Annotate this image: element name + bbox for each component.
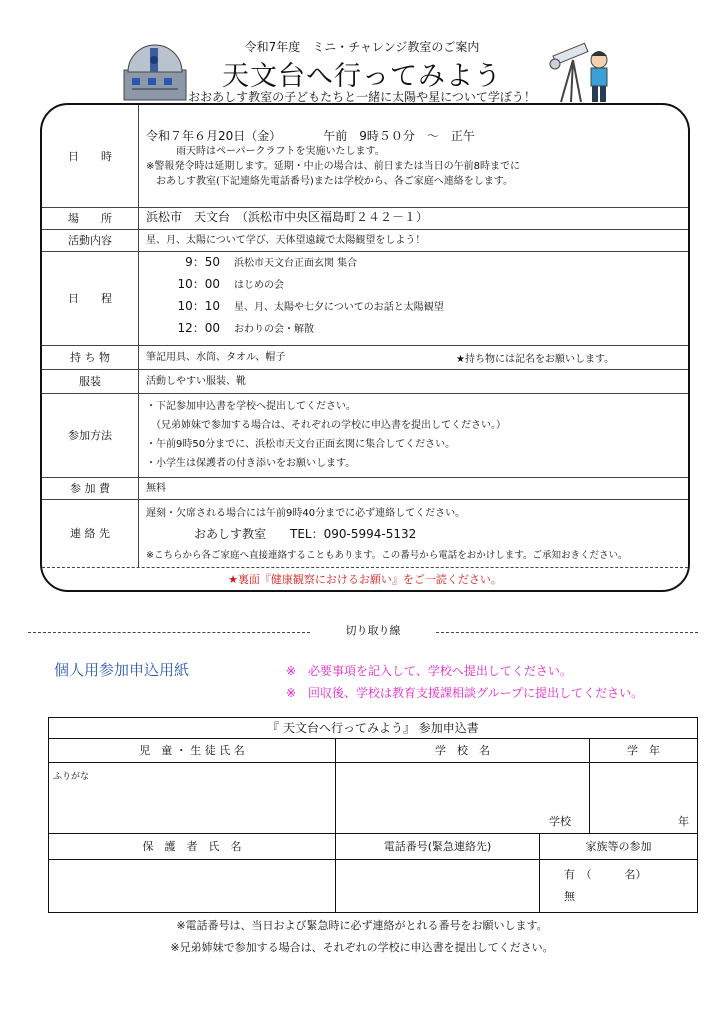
method-label: 参加方法: [42, 393, 139, 477]
guardian-name-header: 保 護 者 氏 名: [49, 834, 336, 860]
contact-label: 連 絡 先: [42, 499, 139, 567]
schedule-item: [146, 277, 680, 299]
activity-row: [42, 229, 688, 252]
place-label: 場 所: [42, 207, 139, 229]
datetime-line: 令和７年６月20日（金） 午前 9時５０分 ～ 正午: [146, 129, 475, 143]
contact-row: [42, 499, 688, 568]
event-tagline: おおあしす教室の子どもたちと一緒に太陽や星について学ぼう！: [188, 90, 536, 104]
footer-note: ※兄弟姉妹で参加する場合は、それぞれの学校に申込書を提出してください。: [170, 941, 554, 954]
student-name-field[interactable]: [49, 763, 336, 834]
datetime-line: 雨天時はペーパークラフトを実施いたします。: [146, 146, 385, 157]
datetime-value: [146, 129, 680, 189]
school-name-header: 学 校 名: [336, 739, 590, 763]
clothing-value: 活動しやすい服装、靴: [146, 376, 246, 387]
cut-line: [28, 632, 310, 633]
contact-line: おあしす教室 TEL：090-5994-5132: [146, 527, 417, 541]
form-note: ※ 回収後、学校は教育支援課相談グループに提出してください。: [286, 686, 644, 700]
schedule-item: [146, 321, 680, 343]
schedule-desc: おわりの会・解散: [234, 324, 314, 335]
phone-header: 電話番号(緊急連絡先): [336, 834, 540, 860]
schedule-time: 12：00: [177, 321, 220, 335]
schedule-label: 日 程: [42, 251, 139, 345]
place-row: [42, 207, 688, 230]
family-yes-option[interactable]: 有 （ 名）: [564, 868, 647, 881]
application-table-title: 『 天文台へ行ってみよう』 参加申込書: [49, 718, 697, 739]
schedule-item: [146, 299, 680, 321]
schedule-row: [42, 251, 688, 346]
contact-value: [146, 503, 680, 566]
event-info-box: [40, 103, 690, 592]
schedule-desc: 浜松市天文台正面玄関 集合: [234, 258, 358, 269]
application-table: [48, 717, 698, 913]
schedule-desc: 星、月、太陽や七夕についてのお話と太陽観望: [234, 302, 444, 313]
schedule-time: 9：50: [185, 255, 220, 269]
datetime-line: おあしす教室(下記連絡先電話番号)または学校から、各ご家庭へ連絡をします。: [146, 176, 514, 187]
belongings-label: 持 ち 物: [42, 345, 139, 369]
schedule-desc: はじめの会: [234, 280, 284, 291]
schedule-time: 10：00: [177, 277, 220, 291]
datetime-row: [42, 105, 688, 208]
clothing-row: [42, 369, 688, 394]
cut-line-label: 切り取り線: [345, 624, 401, 637]
furigana-label: ふりがな: [53, 772, 90, 782]
place-value: 浜松市 天文台 （浜松市中央区福島町２４２－１）: [146, 210, 429, 224]
contact-line: 遅刻・欠席される場合には午前9時40分までに必ず連絡してください。: [146, 508, 466, 519]
family-participation-header: 家族等の参加: [540, 834, 697, 860]
schedule-list: [146, 255, 680, 343]
schedule-time: 10：10: [177, 299, 220, 313]
guardian-name-field[interactable]: [49, 860, 336, 912]
method-line: （兄弟姉妹で参加する場合は、それぞれの学校に申込書を提出してください。）: [146, 420, 506, 431]
school-name-field[interactable]: [336, 763, 590, 834]
family-participation-field[interactable]: [540, 860, 697, 912]
student-name-header: 児 童 ・ 生 徒 氏 名: [49, 739, 336, 763]
school-suffix: 学校: [549, 815, 571, 828]
form-note: ※ 必要事項を記入して、学校へ提出してください。: [286, 664, 572, 678]
grade-suffix: 年: [678, 815, 689, 828]
method-line: ・午前9時50分までに、浜松市天文台正面玄関に集合してください。: [146, 439, 456, 450]
event-subtitle: 令和7年度 ミニ・チャレンジ教室のご案内: [244, 40, 480, 54]
method-line: ・下記参加申込書を学校へ提出してください。: [146, 401, 356, 412]
method-row: [42, 393, 688, 478]
method-value: [146, 397, 680, 473]
fee-row: [42, 477, 688, 500]
activity-value: 星、月、太陽について学び、天体望遠鏡で太陽観望をしよう！: [146, 235, 426, 246]
back-side-note: ★裏面『健康観察におけるお願い』をご一読ください。: [228, 573, 502, 586]
belongings-note: ★持ち物には記名をお願いします。: [456, 354, 615, 365]
schedule-item: [146, 255, 680, 277]
datetime-line: ※警報発令時は延期します。延期・中止の場合は、前日または当日の午前8時までに: [146, 161, 520, 172]
family-no-option[interactable]: 無: [564, 890, 575, 903]
page-title: 天文台へ行ってみよう: [222, 61, 502, 92]
footer-note: ※電話番号は、当日および緊急時に必ず連絡がとれる番号をお願いします。: [176, 919, 548, 932]
belongings-row: [42, 345, 688, 370]
grade-header: 学 年: [590, 739, 697, 763]
grade-field[interactable]: [590, 763, 697, 834]
activity-label: 活動内容: [42, 229, 139, 251]
belongings-value: 筆記用具、水筒、タオル、帽子: [146, 352, 286, 363]
cut-line: [436, 632, 698, 633]
datetime-label: 日 時: [42, 105, 139, 207]
phone-field[interactable]: [336, 860, 540, 912]
method-line: ・小学生は保護者の付き添いをお願いします。: [146, 458, 356, 469]
form-heading: 個人用参加申込用紙: [54, 661, 190, 679]
clothing-label: 服装: [42, 369, 139, 393]
fee-value: 無料: [146, 483, 166, 494]
fee-label: 参 加 費: [42, 477, 139, 499]
contact-line: ※こちらから各ご家庭へ直接連絡することもあります。この番号から電話をおかけします。ご承知おきください。: [146, 550, 628, 561]
